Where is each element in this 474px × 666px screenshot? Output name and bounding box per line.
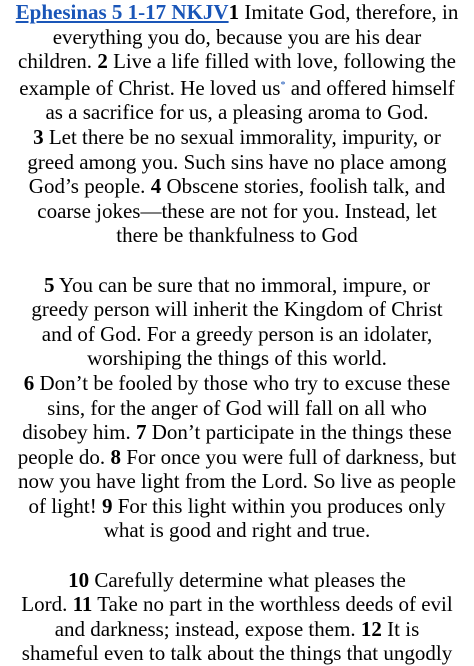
text-line [0, 396, 474, 421]
verse-number: 3 [33, 124, 44, 149]
verse-text: greedy person will inherit the Kingdom of Christ [31, 297, 443, 322]
verse-text: For once you were full of darkness, but [120, 444, 457, 469]
passage-reference-link[interactable]: Ephesinas 5 1-17 NKJV [15, 0, 229, 24]
text-line [0, 199, 474, 224]
verse-text: For this light within you produces only [112, 493, 446, 518]
verse-number: 7 [136, 420, 147, 445]
footnote-marker[interactable]: * [280, 79, 286, 91]
text-line [0, 74, 474, 101]
text-line [0, 100, 474, 125]
verse-text: Imitate God, therefore, in [239, 0, 459, 24]
text-line [0, 592, 474, 617]
text-line [0, 0, 474, 25]
verse-text: Live a life filled with love, following the [107, 49, 456, 74]
verse-text: It is [381, 616, 420, 641]
verse-text: of light! [28, 493, 102, 518]
verse-text: shameful even to talk about the things that ungodly [21, 641, 453, 666]
verse-text: Take no part in the worthless deeds of evil [92, 592, 453, 617]
verse-text: Let there be no sexual immorality, impurity, or [43, 124, 441, 149]
verse-number: 2 [97, 49, 108, 74]
paragraph [0, 273, 474, 544]
verse-text: Carefully determine what pleases the [89, 567, 406, 592]
text-line [0, 371, 474, 396]
verse-text: and of God. For a greedy person is an idolater, [41, 321, 433, 346]
verse-text: children. [18, 49, 98, 74]
text-line [0, 25, 474, 50]
text-line [0, 518, 474, 543]
text-line [0, 469, 474, 494]
text-line [0, 223, 474, 248]
verse-text: disobey him. [22, 420, 137, 445]
text-line [0, 297, 474, 322]
paragraph [0, 568, 474, 666]
paragraph-gap [0, 248, 474, 273]
verse-number: 9 [101, 493, 113, 518]
verse-text: Don’t participate in the things these [146, 420, 452, 445]
verse-text: worshiping the things of this world. [87, 346, 387, 371]
verse-number: 4 [150, 174, 162, 199]
text-line [0, 49, 474, 74]
text-line [0, 494, 474, 519]
verse-text: greed among you. Such sins have no place among [27, 149, 447, 174]
verse-text: example of Christ. He loved us [19, 75, 281, 100]
paragraph [0, 0, 474, 248]
verse-text: now you have light from the Lord. So live as people [18, 469, 456, 494]
verse-text: Obscene stories, foolish talk, and [161, 174, 446, 199]
verse-number: 12 [360, 616, 382, 641]
text-line [0, 125, 474, 150]
verse-text: sins, for the anger of God will fall on all who [47, 395, 427, 420]
verse-number: 8 [110, 444, 121, 469]
verse-text: there be thankfulness to God [116, 223, 358, 248]
text-line [0, 273, 474, 298]
verse-text: and offered himself [285, 75, 455, 100]
verse-text: everything you do, because you are his dear [52, 24, 422, 49]
text-line [0, 641, 474, 666]
text-line [0, 174, 474, 199]
verse-number: 5 [43, 272, 55, 297]
text-line [0, 617, 474, 642]
paragraph-gap [0, 543, 474, 568]
verse-text: what is good and right and true. [103, 518, 371, 543]
verse-text: coarse jokes—these are not for you. Instead, let [37, 198, 437, 223]
verse-number: 6 [23, 370, 35, 395]
text-line [0, 150, 474, 175]
verse-text: Lord. [21, 592, 73, 617]
verse-text: Don’t be fooled by those who try to excuse these [34, 370, 451, 395]
verse-text: and darkness; instead, expose them. [54, 616, 361, 641]
verse-number: 11 [72, 592, 93, 617]
text-line [0, 420, 474, 445]
text-line [0, 568, 474, 593]
text-line [0, 346, 474, 371]
text-line [0, 445, 474, 470]
text-line [0, 322, 474, 347]
verse-text: people do. [17, 444, 111, 469]
verse-text: as a sacrifice for us, a pleasing aroma to God. [45, 100, 429, 125]
verse-number: 10 [68, 567, 90, 592]
verse-text: God’s people. [28, 174, 151, 199]
verse-text: You can be sure that no immoral, impure, or [54, 272, 431, 297]
verse-number: 1 [228, 0, 240, 24]
